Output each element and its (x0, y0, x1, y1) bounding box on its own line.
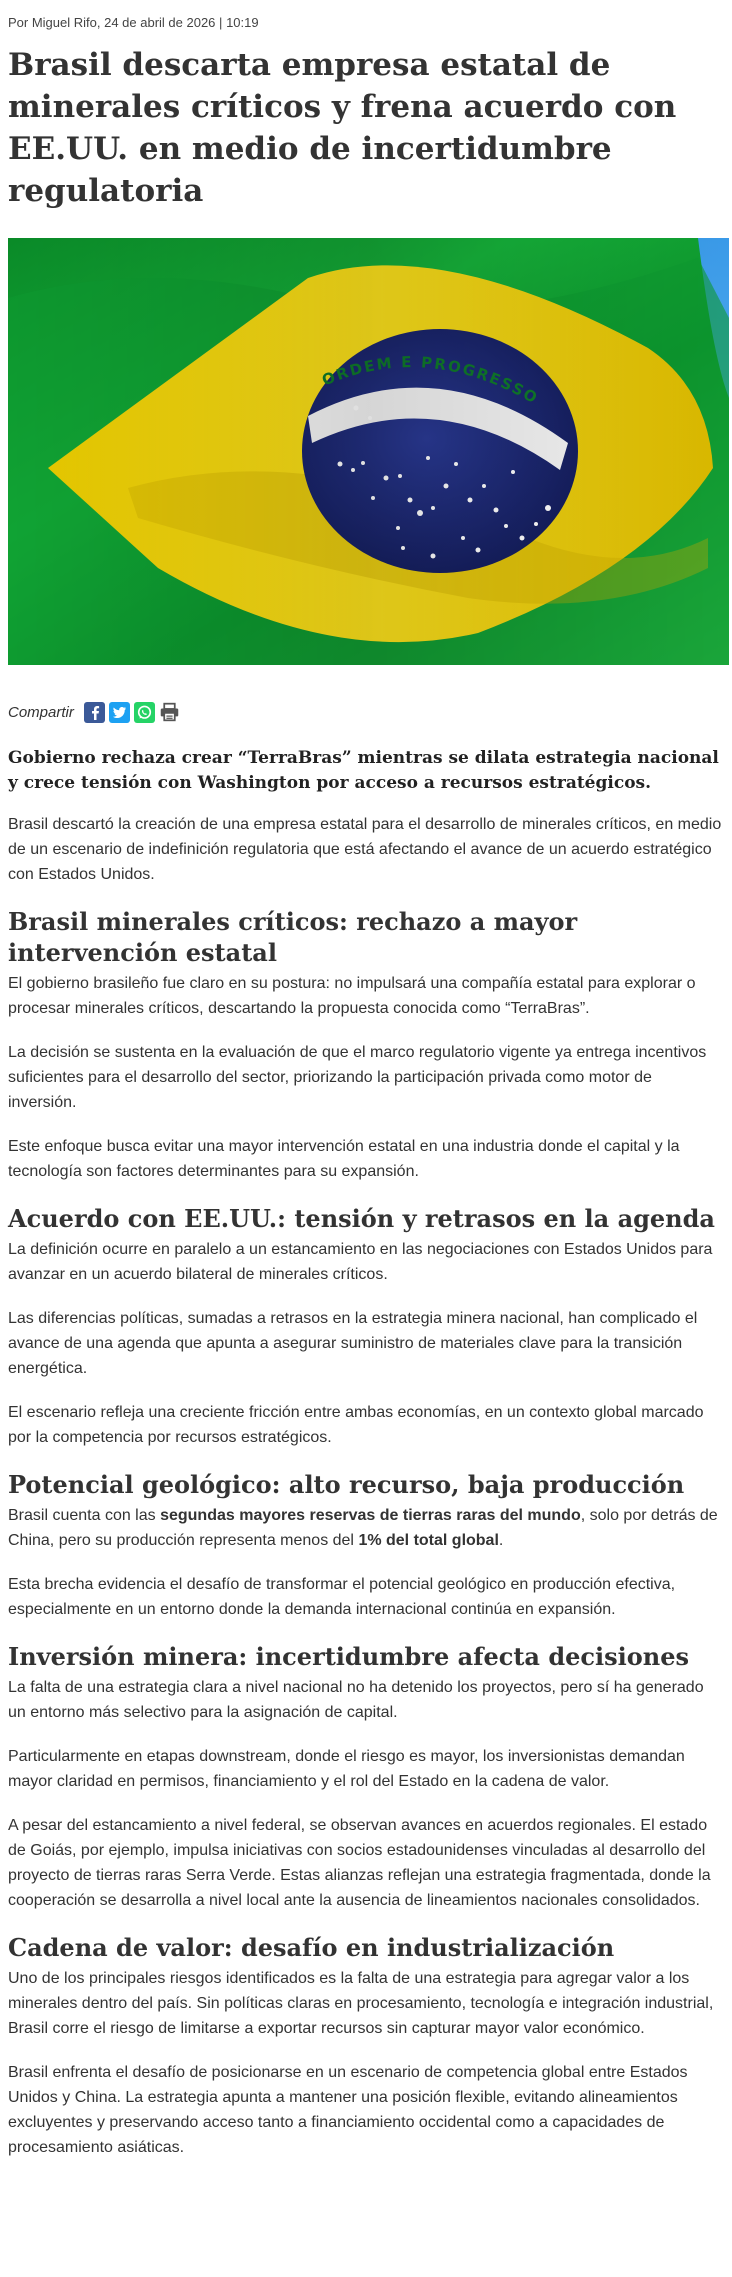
section-heading-intervencion: Brasil minerales críticos: rechazo a mayor intervención estatal (8, 907, 578, 967)
whatsapp-icon (134, 702, 155, 723)
share-bar (8, 700, 180, 724)
paragraph (8, 1503, 722, 1553)
publish-date: , 24 de abril de 2026 (96, 15, 216, 30)
highlight-share: 1% del total global (358, 1532, 499, 1549)
print-icon (159, 701, 180, 723)
paragraph: Brasil enfrenta el desafío de posicionarse en un escenario de competencia global entre Estados Unidos y China. La estrategia apunta a mantener una posición flexible, evitando alineamientos excluyentes y preservando acceso tanto a financiamiento occidental como a capacidades de procesamiento asiáticas. (8, 2064, 688, 2156)
paragraph: Las diferencias políticas, sumadas a retrasos en la estrategia minera nacional, han complicado el avance de una agenda que apunta a asegurar suministro de materiales clave para la transición energética. (8, 1310, 698, 1377)
section-heading-potencial: Potencial geológico: alto recurso, baja producción (8, 1470, 685, 1499)
paragraph: El gobierno brasileño fue claro en su postura: no impulsará una compañía estatal para explorar o procesar minerales críticos, descartando la propuesta conocida como “TerraBras”. (8, 975, 696, 1017)
paragraph: A pesar del estancamiento a nivel federal, se observan avances en acuerdos regionales. El estado de Goiás, por ejemplo, impulsa iniciativas con socios estadounidenses vinculadas al desarrollo del proyecto de tierras raras Serra Verde. Estas alianzas reflejan una estrategia fragmentada, donde la cooperación se desarrolla a nivel local ante la ausencia de lineamientos nacionales consolidados. (8, 1817, 711, 1909)
paragraph: La falta de una estrategia clara a nivel nacional no ha detenido los proyectos, pero sí ha generado un entorno más selectivo para la asignación de capital. (8, 1679, 704, 1721)
whatsapp-share-button[interactable] (134, 702, 155, 723)
article-lead: Gobierno rechaza crear “TerraBras” mientras se dilata estrategia nacional y crece tensión con Washington por acceso a recursos estratégicos. (8, 748, 719, 793)
twitter-icon (109, 702, 130, 723)
facebook-share-button[interactable] (84, 702, 105, 723)
brazil-flag-image (8, 238, 729, 665)
paragraph-intro: Brasil descartó la creación de una empresa estatal para el desarrollo de minerales críticos, en medio de un escenario de indefinición regulatoria que está afectando el avance de un acuerdo estratégico con Estados Unidos. (8, 816, 722, 883)
twitter-share-button[interactable] (109, 702, 130, 723)
highlight-reserves: segundas mayores reservas de tierras raras del mundo (160, 1507, 581, 1524)
paragraph: La definición ocurre en paralelo a un estancamiento en las negociaciones con Estados Unidos para avanzar en un acuerdo bilateral de minerales críticos. (8, 1241, 713, 1283)
share-label: Compartir (8, 703, 74, 721)
paragraph: Este enfoque busca evitar una mayor intervención estatal en una industria donde el capital y la tecnología son factores determinantes para su expansión. (8, 1138, 680, 1180)
section-heading-inversion: Inversión minera: incertidumbre afecta decisiones (8, 1642, 689, 1671)
section-heading-acuerdo: Acuerdo con EE.UU.: tensión y retrasos en la agenda (8, 1204, 715, 1233)
article-title: Brasil descarta empresa estatal de minerales críticos y frena acuerdo con EE.UU. en medio de incertidumbre regulatoria (8, 47, 677, 209)
publish-time: 10:19 (226, 15, 259, 30)
paragraph: Esta brecha evidencia el desafío de transformar el potencial geológico en producción efectiva, especialmente en un entorno donde la demanda internacional continúa en expansión. (8, 1576, 676, 1618)
section-heading-cadena: Cadena de valor: desafío en industrialización (8, 1933, 615, 1962)
paragraph: La decisión se sustenta en la evaluación de que el marco regulatorio vigente ya entrega incentivos suficientes para el desarrollo del sector, priorizando la participación privada como motor de inversión. (8, 1044, 707, 1111)
text-run: , solo por detrás de China, pero su producción representa menos del (8, 1507, 718, 1549)
paragraph: El escenario refleja una creciente fricción entre ambas economías, en un contexto global marcado por la competencia por recursos estratégicos. (8, 1404, 704, 1446)
text-run: Brasil cuenta con las (8, 1507, 161, 1524)
paragraph: Uno de los principales riesgos identificados es la falta de una estrategia para agregar valor a los minerales dentro del país. Sin políticas claras en procesamiento, tecnología e integración industrial, Brasil corre el riesgo de limitarse a exportar recursos sin capturar mayor valor económico. (8, 1970, 714, 2037)
article-meta (8, 15, 259, 30)
author-link[interactable]: Por Miguel Rifo (8, 15, 97, 30)
meta-separator: | (219, 15, 223, 30)
facebook-icon (84, 702, 105, 723)
paragraph: Particularmente en etapas downstream, donde el riesgo es mayor, los inversionistas demandan mayor claridad en permisos, financiamiento y el rol del Estado en la cadena de valor. (8, 1748, 685, 1790)
article-body (8, 812, 722, 2179)
print-button[interactable] (159, 702, 180, 723)
text-run: . (498, 1532, 504, 1549)
